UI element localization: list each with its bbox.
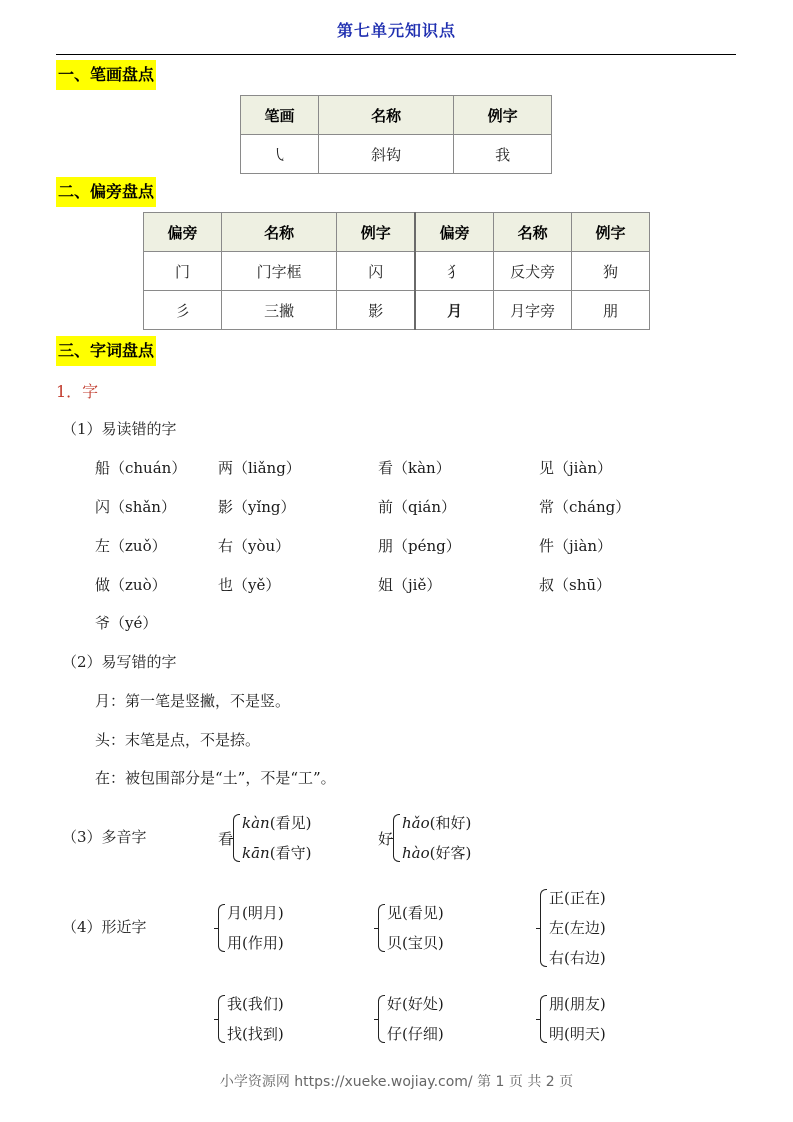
pinyin: hào <box>402 844 430 862</box>
similar-item: 见(看见) <box>387 904 444 922</box>
miswrite-note: 头：末笔是点，不是捺。 <box>95 731 261 749</box>
pinyin-item: 两（liǎng） <box>218 459 301 477</box>
table-header: 名称 <box>221 213 336 252</box>
table-header: 笔画 <box>241 96 319 135</box>
polyphonic-group <box>218 808 311 868</box>
similar-group <box>218 898 284 958</box>
polyphonic-group <box>378 808 471 868</box>
table-cell: 反犬旁 <box>494 252 572 291</box>
pinyin-item: 右（yòu） <box>218 537 291 555</box>
similar-item: 右(右边) <box>549 949 606 967</box>
polyphonic-label: （3）多音字 <box>62 828 147 846</box>
table-cell: 月 <box>415 291 493 330</box>
similar-group <box>218 989 284 1049</box>
radical-table <box>143 212 650 330</box>
similar-group <box>540 883 606 973</box>
table-row <box>144 291 650 330</box>
similar-item: 明(明天) <box>549 1025 606 1043</box>
brace-icon <box>540 889 547 967</box>
brace-icon <box>378 995 385 1043</box>
table-cell: 闪 <box>337 252 415 291</box>
pinyin-item: 影（yǐng） <box>218 498 296 516</box>
similar-item: 贝(宝贝) <box>387 934 444 952</box>
section-heading-strokes: 一、笔画盘点 <box>56 60 156 90</box>
brace-icon <box>378 904 385 952</box>
pinyin-item: 前（qián） <box>378 498 457 516</box>
similar-item: 正(正在) <box>549 889 606 907</box>
table-header: 名称 <box>494 213 572 252</box>
pinyin-item: 闪（shǎn） <box>95 498 176 516</box>
page-footer: 小学资源网 https://xueke.wojiay.com/ 第 1 页 共 2 页 <box>219 1074 574 1090</box>
similar-item: 找(找到) <box>227 1025 284 1043</box>
miswrite-note: 月：第一笔是竖撇，不是竖。 <box>95 692 291 710</box>
pinyin-item: 朋（péng） <box>378 537 461 555</box>
polyphonic-char: 好 <box>378 829 394 848</box>
word: (看见) <box>269 814 312 832</box>
table-header: 偏旁 <box>144 213 222 252</box>
table-cell: 门字框 <box>221 252 336 291</box>
table-cell: 三撇 <box>221 291 336 330</box>
page-title: 第七单元知识点 <box>336 21 456 40</box>
miswrite-note: 在：被包围部分是“土”，不是“工”。 <box>95 769 336 787</box>
pinyin-item: 姐（jiě） <box>378 576 442 594</box>
table-header: 例字 <box>572 213 650 252</box>
pinyin-item: 见（jiàn） <box>539 459 613 477</box>
similar-item: 我(我们) <box>227 995 284 1013</box>
table-header-row <box>144 213 650 252</box>
table-cell: 犭 <box>415 252 493 291</box>
pinyin-item: 件（jiàn） <box>539 537 613 555</box>
table-header: 例字 <box>337 213 415 252</box>
similar-item: 月(明月) <box>227 904 284 922</box>
pinyin: hǎo <box>402 814 430 832</box>
easy-misread-label: （1）易读错的字 <box>62 420 177 438</box>
pinyin-item: 常（cháng） <box>539 498 631 516</box>
similar-group <box>378 989 444 1049</box>
table-cell: 狗 <box>572 252 650 291</box>
table-cell: ㇂ <box>241 135 319 174</box>
table-cell: 门 <box>144 252 222 291</box>
stroke-table <box>240 95 552 174</box>
table-header-row <box>241 96 552 135</box>
table-cell: 我 <box>454 135 552 174</box>
title-divider <box>56 54 736 55</box>
brace-icon <box>540 995 547 1043</box>
table-header: 名称 <box>319 96 454 135</box>
table-cell: 彡 <box>144 291 222 330</box>
pinyin-item: 叔（shū） <box>539 576 612 594</box>
brace-icon <box>393 814 400 862</box>
pinyin-item: 爷（yé） <box>95 614 158 632</box>
easy-miswrite-label: （2）易写错的字 <box>62 653 177 671</box>
table-cell: 朋 <box>572 291 650 330</box>
section-heading-words: 三、字词盘点 <box>56 336 156 366</box>
similar-item: 好(好处) <box>387 995 444 1013</box>
table-cell: 月字旁 <box>494 291 572 330</box>
word: (和好) <box>429 814 472 832</box>
pinyin-item: 船（chuán） <box>95 459 187 477</box>
pinyin: kān <box>242 844 270 862</box>
pinyin-item: 左（zuǒ） <box>95 537 167 555</box>
pinyin: kàn <box>242 814 270 832</box>
similar-item: 左(左边) <box>549 919 606 937</box>
brace-icon <box>218 904 225 952</box>
pinyin-item: 做（zuò） <box>95 576 167 594</box>
similar-item: 朋(朋友) <box>549 995 606 1013</box>
pinyin-item: 看（kàn） <box>378 459 451 477</box>
brace-icon <box>218 995 225 1043</box>
similar-group <box>378 898 444 958</box>
table-cell: 影 <box>337 291 415 330</box>
subsection-heading-chars: 1．字 <box>56 382 99 401</box>
table-row <box>241 135 552 174</box>
pinyin-item: 也（yě） <box>218 576 281 594</box>
similar-label: （4）形近字 <box>62 918 147 936</box>
polyphonic-char: 看 <box>218 829 234 848</box>
table-cell: 斜钩 <box>319 135 454 174</box>
similar-item: 用(作用) <box>227 934 284 952</box>
similar-item: 仔(仔细) <box>387 1025 444 1043</box>
table-header: 偏旁 <box>415 213 493 252</box>
word: (好客) <box>429 844 472 862</box>
similar-group <box>540 989 606 1049</box>
table-header: 例字 <box>454 96 552 135</box>
brace-icon <box>233 814 240 862</box>
word: (看守) <box>269 844 312 862</box>
table-row <box>144 252 650 291</box>
section-heading-radicals: 二、偏旁盘点 <box>56 177 156 207</box>
